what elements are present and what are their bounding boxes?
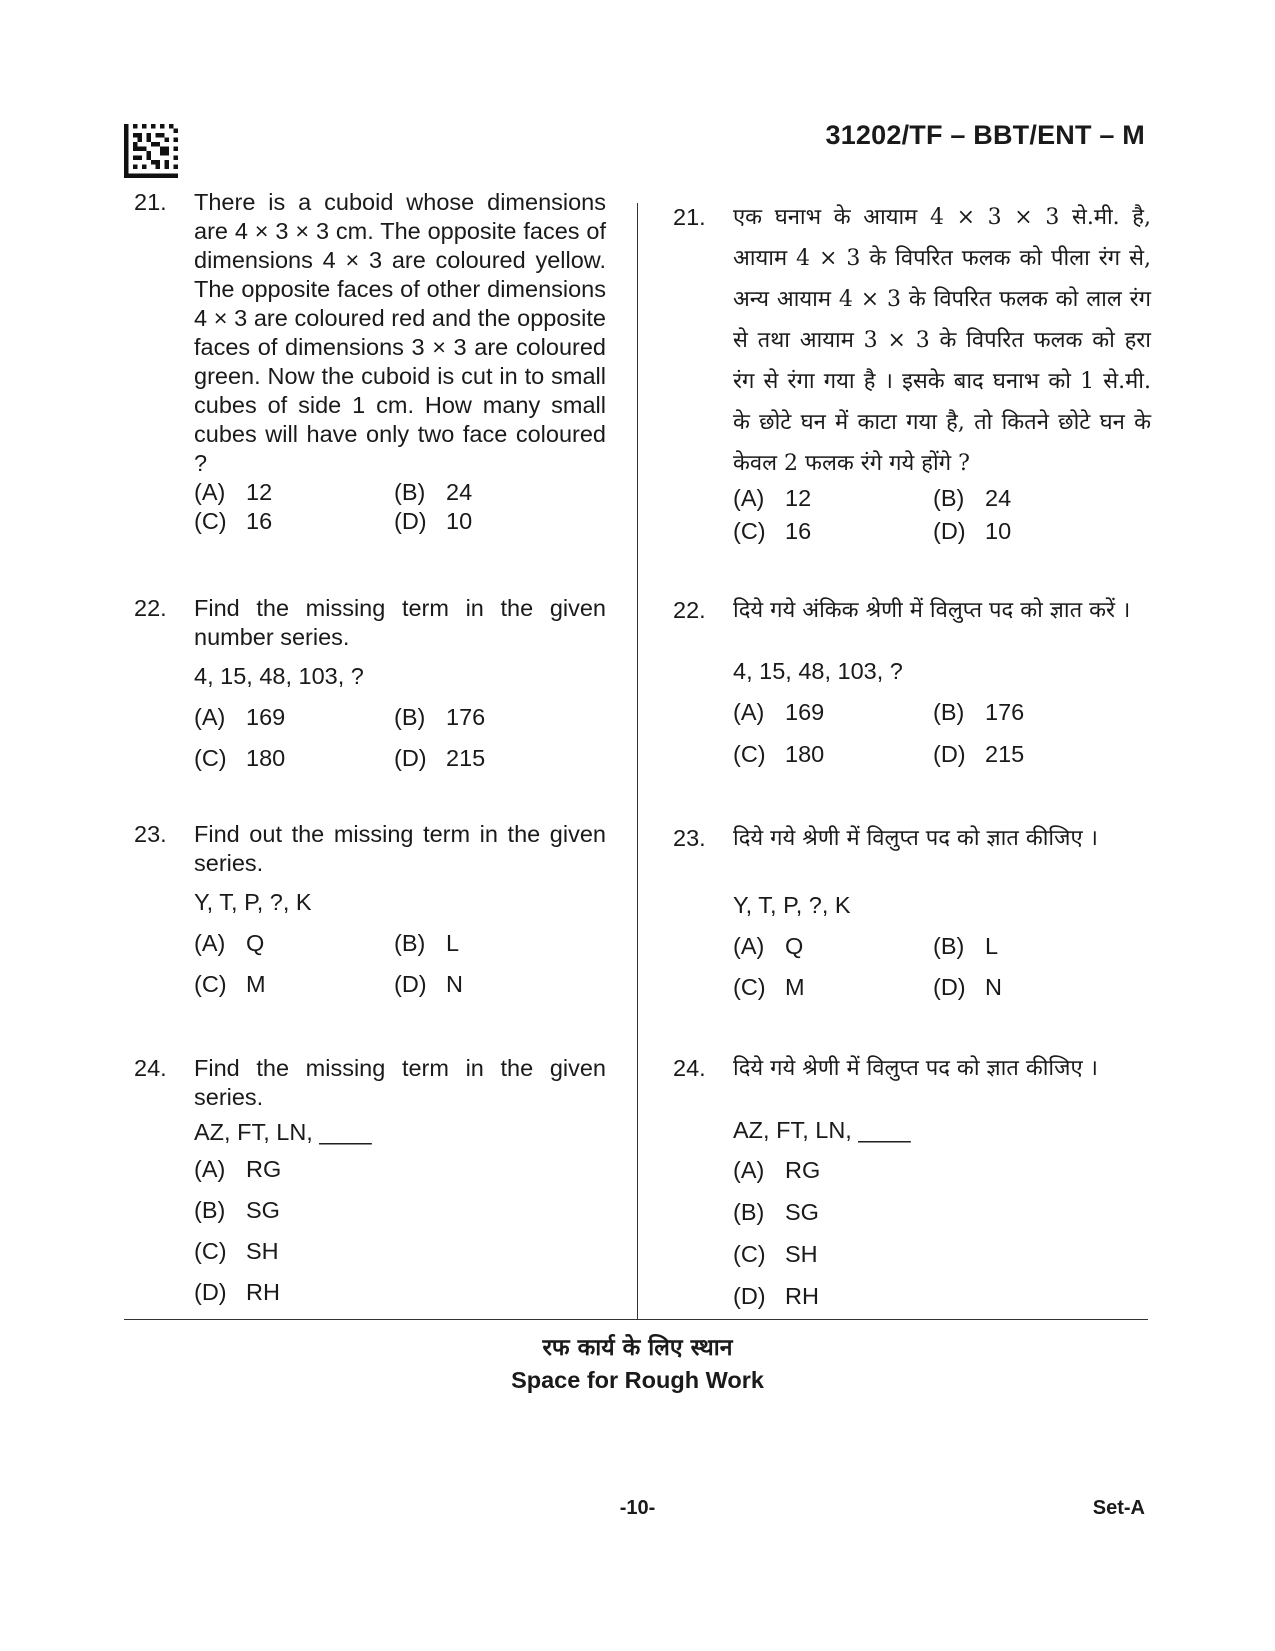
- question-text: दिये गये श्रेणी में विलुप्त पद को ज्ञात कीजिए ।: [733, 1056, 1098, 1081]
- rough-work-label-hindi: रफ कार्य के लिए स्थान: [542, 1334, 733, 1361]
- question-number: 24.: [673, 1055, 706, 1081]
- options: [194, 929, 606, 999]
- question-text: एक घनाभ के आयाम 4 × 3 × 3 से.मी. है, आयाम 4 × 3 के विपरित फलक को पीला रंग से, अन्य आयाम 4 × 3 के विपरित फलक को लाल रंग से तथा आयाम 3 × 3 के विपरित फलक को हरा रंग से रंगा गया है । इसके बाद घनाभ को 1 से.मी. के छोटे घन में काटा गया है, तो कितने छोटे घन के केवल 2 फलक रंगे गये होंगे ?: [733, 205, 1151, 476]
- option-d[interactable]: (D) RH: [733, 1283, 819, 1309]
- series: Y, T, P, ?, K: [194, 889, 312, 915]
- question-number: 22.: [673, 597, 706, 623]
- column-divider: [637, 203, 638, 1320]
- question-number: 23.: [134, 821, 167, 847]
- option-a[interactable]: (A) 12: [733, 485, 812, 511]
- qr-code-icon: [124, 124, 178, 178]
- question-number: 24.: [134, 1055, 167, 1081]
- option-c[interactable]: (C) 180: [194, 745, 286, 771]
- option-d[interactable]: (D) N: [394, 971, 463, 997]
- set-label: Set-A: [1092, 1497, 1145, 1519]
- option-d[interactable]: (D) 10: [933, 518, 1012, 544]
- option-a[interactable]: (A) Q: [194, 930, 265, 956]
- option-b[interactable]: (B) L: [933, 933, 999, 959]
- option-b[interactable]: (B) 24: [933, 485, 1012, 511]
- question-text: Find the missing term in the given series.: [194, 1055, 606, 1110]
- option-d[interactable]: (D) RH: [194, 1279, 280, 1305]
- series: Y, T, P, ?, K: [733, 892, 851, 918]
- option-a[interactable]: (A) 12: [194, 479, 273, 505]
- option-c[interactable]: (C) M: [194, 971, 266, 997]
- option-b[interactable]: (B) 176: [394, 704, 486, 730]
- option-a[interactable]: (A) RG: [733, 1157, 821, 1183]
- question-text: Find out the missing term in the given series.: [194, 821, 606, 876]
- question-text: दिये गये श्रेणी में विलुप्त पद को ज्ञात कीजिए ।: [733, 826, 1098, 851]
- series: AZ, FT, LN, ____: [194, 1119, 372, 1145]
- options: [733, 1156, 1151, 1311]
- question-text: दिये गये अंकिक श्रेणी में विलुप्त पद को ज्ञात करें ।: [733, 598, 1131, 623]
- options: [733, 932, 1151, 1002]
- rough-work-label: Space for Rough Work: [511, 1367, 764, 1393]
- option-c[interactable]: (C) 180: [733, 741, 825, 767]
- page-number: -10-: [619, 1497, 656, 1519]
- option-b[interactable]: (B) 176: [933, 699, 1025, 725]
- option-b[interactable]: (B) L: [394, 930, 460, 956]
- section-divider: [124, 1319, 1148, 1320]
- options: [733, 484, 1151, 546]
- question-number: 21.: [134, 189, 167, 215]
- options: [194, 1155, 606, 1307]
- question-text: There is a cuboid whose dimensions are 4 × 3 × 3 cm. The opposite faces of dimensions 4 × 3 are coloured yellow. The opposite faces of other dimensions 4 × 3 are coloured red and the opposite faces of dimensions 3 × 3 are coloured green. Now the cuboid is cut in to small cubes of side 1 cm. How many small cubes will have only two face coloured ?: [194, 189, 606, 476]
- series: AZ, FT, LN, ____: [733, 1117, 911, 1143]
- option-c[interactable]: (C) 16: [194, 508, 273, 534]
- option-d[interactable]: (D) N: [933, 974, 1002, 1000]
- question-number: 23.: [673, 825, 706, 851]
- options: [733, 698, 1151, 769]
- option-d[interactable]: (D) 10: [394, 508, 473, 534]
- series: 4, 15, 48, 103, ?: [733, 658, 903, 684]
- option-c[interactable]: (C) SH: [733, 1241, 818, 1267]
- option-d[interactable]: (D) 215: [394, 745, 486, 771]
- option-a[interactable]: (A) Q: [733, 933, 804, 959]
- option-b[interactable]: (B) SG: [194, 1197, 280, 1223]
- option-d[interactable]: (D) 215: [933, 741, 1025, 767]
- series: 4, 15, 48, 103, ?: [194, 663, 364, 689]
- option-b[interactable]: (B) SG: [733, 1199, 819, 1225]
- option-c[interactable]: (C) SH: [194, 1238, 279, 1264]
- option-c[interactable]: (C) M: [733, 974, 805, 1000]
- option-b[interactable]: (B) 24: [394, 479, 473, 505]
- option-c[interactable]: (C) 16: [733, 518, 812, 544]
- option-a[interactable]: (A) RG: [194, 1156, 282, 1182]
- question-text: Find the missing term in the given number series.: [194, 595, 606, 650]
- exam-code: 31202/TF – BBT/ENT – M: [825, 120, 1145, 150]
- option-a[interactable]: (A) 169: [194, 704, 286, 730]
- question-number: 22.: [134, 595, 167, 621]
- question-number: 21.: [673, 204, 706, 230]
- options: [194, 478, 606, 536]
- option-a[interactable]: (A) 169: [733, 699, 825, 725]
- options: [194, 703, 606, 773]
